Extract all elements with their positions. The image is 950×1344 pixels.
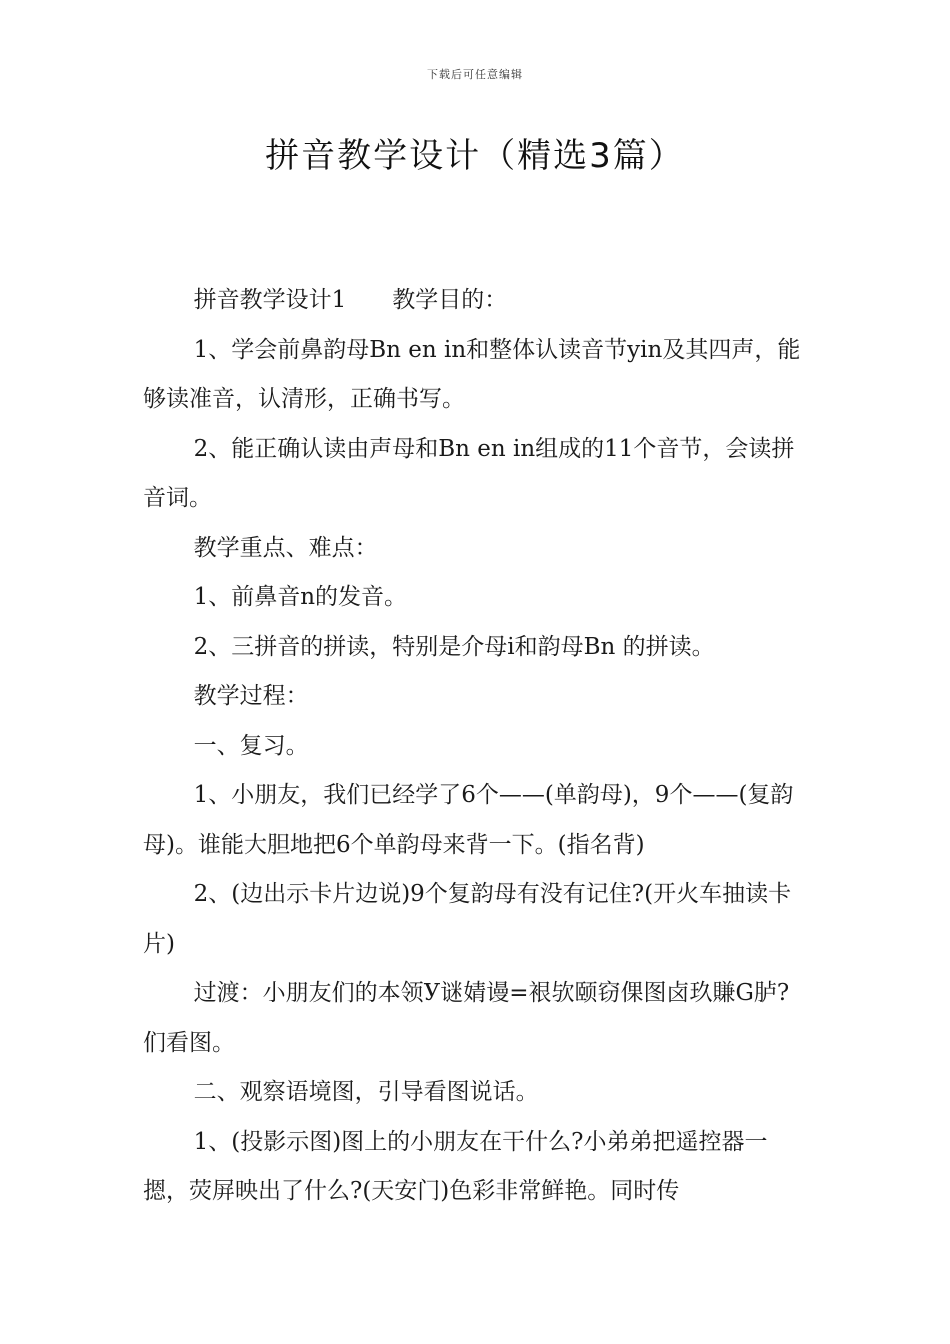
document-body (143, 276, 807, 1217)
paragraph: 过渡：小朋友们的本领У谜婧谩=裉欤颐窃倮图卤玖賺G胪?们看图。 (143, 980, 790, 1056)
document-title: 拼音教学设计（精选3篇） (265, 136, 685, 176)
paragraph: 教学重点、难点： (193, 534, 378, 561)
paragraph: 1、小朋友，我们已经学了6个——(单韵母)，9个——(复韵母)。谁能大胆地把6个单韵母来背一下。(指名背) (143, 782, 794, 858)
header-note: 下载后可任意编辑 (427, 68, 523, 81)
paragraph: 2、能正确认读由声母和Bn en in组成的11个音节，会读拼音词。 (143, 435, 795, 511)
goal-heading: 教学目的： (392, 287, 508, 313)
intro-paragraph (143, 276, 807, 326)
paragraph: 2、三拼音的拼读，特别是介母i和韵母Bn 的拼读。 (193, 633, 715, 660)
paragraph: 二、观察语境图，引导看图说话。 (193, 1079, 539, 1105)
paragraph: 教学过程： (193, 683, 309, 709)
paragraph: 2、(边出示卡片边说)9个复韵母有没有记住?(开火车抽读卡片) (143, 881, 792, 957)
paragraph: 一、复习。 (193, 732, 309, 759)
paragraph: 1、(投影示图)图上的小朋友在干什么?小弟弟把遥控器一摁，荧屏映出了什么?(天安门)色彩非常鲜艳。同时传 (143, 1128, 768, 1204)
paragraph: 1、学会前鼻韵母Bn en in和整体认读音节yin及其四声，能够读准音，认清形，正确书写。 (143, 336, 801, 412)
paragraph: 1、前鼻音n的发音。 (193, 584, 408, 610)
section-label: 拼音教学设计1 (193, 287, 347, 313)
